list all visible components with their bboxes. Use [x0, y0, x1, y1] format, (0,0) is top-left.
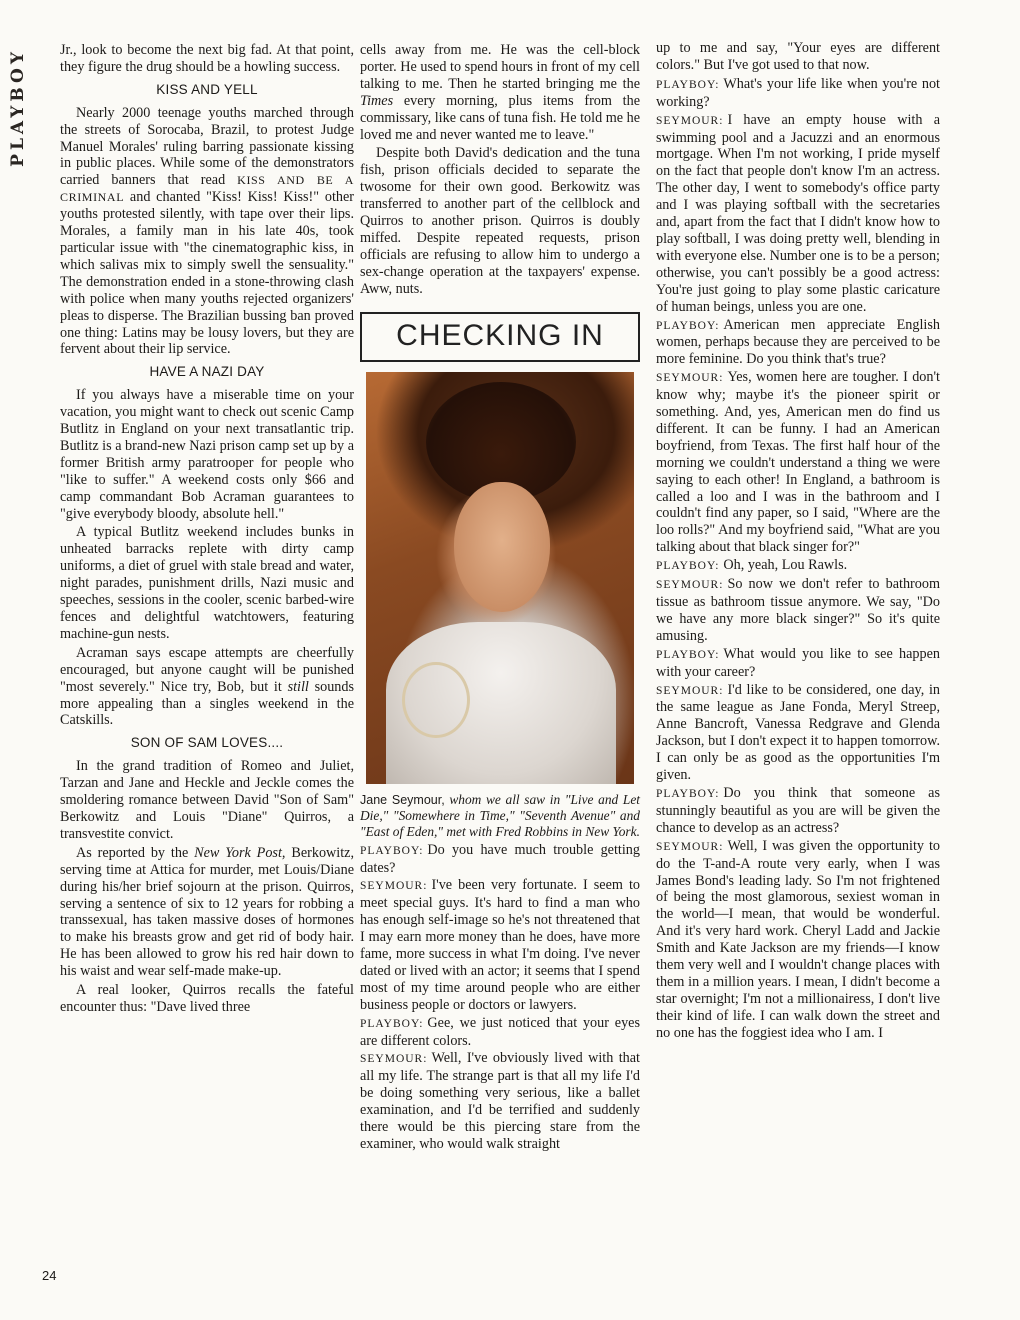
qa-line: SEYMOUR: I'd like to be considered, one day, in the same league as Jane Fonda, Meryl Streep, Anne Bancroft, Vanessa Redgrave and Glenda Jackson, but I don't expect it to happen tomorrow. I can only be as good as the opportunities I'm given.	[656, 681, 940, 784]
paragraph: up to me and say, "Your eyes are different colors." But I've got used to that now.	[656, 40, 940, 73]
column-3	[656, 40, 940, 1043]
paragraph: In the grand tradition of Romeo and Juliet, Tarzan and Jane and Heckle and Jeckle comes the smoldering romance between David "Son of Sam" Berkowitz and Louis "Diane" Quirros, a transvestite convict.	[60, 758, 354, 842]
column-1	[60, 42, 354, 1018]
checking-in-title: CHECKING IN	[360, 312, 640, 362]
photo-earring	[402, 662, 470, 738]
qa-line: SEYMOUR: Well, I was given the opportunity to do the T-and-A route very early, when I was James Bond's leading lady. So I'm not frightened of being the most glamorous, sexiest woman in the world—I mean, that would be wonderful. And it's very hard work. Cheryl Ladd and Jackie Smith and Kate Jackson are my friends—I know them very well and I wouldn't change places with them in a million years. I mean, I didn't become a star overnight; I'm not a millionairess, I don't live their kind of life. I can walk down the street and no one has the foggiest idea who I am. I	[656, 837, 940, 1041]
qa-line: PLAYBOY: Gee, we just noticed that your eyes are different colors.	[360, 1014, 640, 1049]
qa-line: PLAYBOY: Oh, yeah, Lou Rawls.	[656, 557, 848, 574]
qa-line: SEYMOUR: Well, I've obviously lived with that all my life. The strange part is that all my life I'd be doing something very serious, like a ballet examination, and I'd be terrified and suddenly there would be this piercing stare from the examiner, who would walk straight	[360, 1050, 640, 1152]
paragraph: As reported by the New York Post, Berkowitz, serving time at Attica for murder, met Louis/Diane during his/her brief sojourn at the prison. Quirros, serving a sentence of six to 12 years for robbing a transsexual, has taken massive doses of hormones to make his breasts grow and get rid of body hair. He has been allowed to grow his red hair down to his waist and wear self-made make-up.	[60, 844, 355, 980]
paragraph: If you always have a miserable time on your vacation, you might want to check out scenic Camp Butlitz in England on your next transatlantic trip. Butlitz is a brand-new Nazi prison camp set up by a former British army paratrooper for people who "like to suffer." A weekend costs only $66 and camp commandant Bob Acraman guarantees to "give everybody bloody, absolute hell."	[60, 387, 354, 522]
column-2	[360, 42, 640, 1154]
qa-line: SEYMOUR: Yes, women here are tougher. I don't know why; maybe it's the pioneer spirit or something. And, yes, American men do find us different. It can be funny. I had an American boyfriend, from Texas. The first half hour of the morning we couldn't understand a thing we were saying to each other! In England, a bathroom is called a loo and I was in the bathroom and I couldn't find any paper, so I said, "Where are the loo rolls?" And my boyfriend said, "What are you talking about that black singer for?"	[656, 369, 940, 556]
paragraph: Jr., look to become the next big fad. At that point, they figure the drug should be a howling success.	[60, 42, 354, 75]
paragraph: A typical Butlitz weekend includes bunks in unheated barracks replete with dirty camp uniforms, a diet of gruel with stale bread and water, night parades, punishment drills, Nazi music and speeches, sessions in the cooler, scenic barbed-wire fences and delightful watchtowers, featuring machine-gun nests.	[60, 524, 354, 642]
paragraph: Nearly 2000 teenage youths marched through the streets of Sorocaba, Brazil, to protest Judge Manuel Morales' ruling barring passionate kissing in public places. While some of the demonstrators carried banners that read KISS AND BE A CRIMINAL and chanted "Kiss! Kiss! Kiss!" other youths protested silently, with tape over their lips. Morales, a family man in his late 40s, took particular issue with "the cinematographic kiss, in which salivas mix to simply swell the sensuality." The demonstration ended in a stone-throwing clash with police when many youths rejected organizers' pleas to disperse. The Brazilian bussing ban proved one thing: Latins may be lousy lovers, but they are fervent about their lip service.	[60, 104, 355, 358]
qa-line: PLAYBOY: What's your life like when you're not working?	[656, 75, 940, 110]
playboy-logo: PLAYBOY	[8, 48, 28, 167]
qa-line: PLAYBOY: American men appreciate English women, perhaps because they are perceived to be more feminine. Do you think that's true?	[656, 316, 940, 368]
paragraph: cells away from me. He was the cell-block porter. He used to spend hours in front of my cell talking to me. Then he started bringing me the Times every morning, plus items from the commissary, like cans of tuna fish. He told me he loved me and never wanted me to leave."	[360, 42, 641, 143]
paragraph: Despite both David's dedication and the tuna fish, prison officials decided to separate the twosome for their own good. Berkowitz was transferred to another part of the cellblock and Quirros to another prison. Quirros is doubly miffed. Despite repeated requests, prison officials are refusing to allow him to undergo a sex-change operation at the taxpayers' expense. Aww, nuts.	[360, 145, 640, 297]
qa-line: PLAYBOY: Do you think that someone as stunningly beautiful as you are will be given the chance to develop as an actress?	[656, 784, 940, 836]
qa-line: SEYMOUR: I have an empty house with a swimming pool and a Jacuzzi and an enormous mortgage. When I'm not working, I pride myself on the fact that people don't know I'm an actress. The other day, I went to somebody's office party and I was playing softball with the secretaries and, apart from the fact that I didn't know how to play softball, I was doing pretty well, blending in with everyone else. Number one is to be a person; otherwise, you can't possibly be a good actress: You're just going to play some plastic caricature of human beings, unless you are one.	[656, 111, 940, 315]
qa-line: PLAYBOY: Do you have much trouble getting dates?	[360, 841, 640, 876]
qa-line: SEYMOUR: I've been very fortunate. I seem to meet special guys. It's hard to find a man who has enough self-image so he's not threatened that I may earn more money than he does, have more fame, more success in what I'm doing. I've never dated or lived with an actor; it seems that I spend most of my time around people who are either business people or doctors or lawyers.	[360, 877, 640, 1013]
paragraph: A real looker, Quirros recalls the fateful encounter thus: "Dave lived three	[60, 982, 354, 1015]
banner-text: KISS AND BE A CRIMINAL	[60, 173, 355, 205]
qa-line: SEYMOUR: So now we don't refer to bathroom tissue as bathroom tissue anymore. We say, "Do we have any more black singer?" So it's quite amusing.	[656, 576, 940, 644]
section-heading-nazi: HAVE A NAZI DAY	[149, 364, 265, 380]
page-number: 24	[42, 1268, 57, 1283]
qa-line: PLAYBOY: What would you like to see happen with your career?	[656, 645, 940, 680]
photo-face	[454, 482, 550, 612]
section-heading-kiss: KISS AND YELL	[156, 81, 258, 97]
interview-col2	[360, 842, 640, 1153]
portrait-photo	[366, 372, 634, 784]
paragraph: Acraman says escape attempts are cheerfully encouraged, but anyone caught will be punished "most severely." Nice try, Bob, but it still sounds more appealing than a singles weekend in the Catskills.	[60, 644, 355, 729]
photo-caption: Jane Seymour, whom we all saw in "Live and Let Die," "Somewhere in Time," "Seventh Avenue" and "East of Eden," met with Fred Robbins in New York.	[360, 791, 640, 839]
section-heading-sam: SON OF SAM LOVES....	[130, 735, 284, 751]
